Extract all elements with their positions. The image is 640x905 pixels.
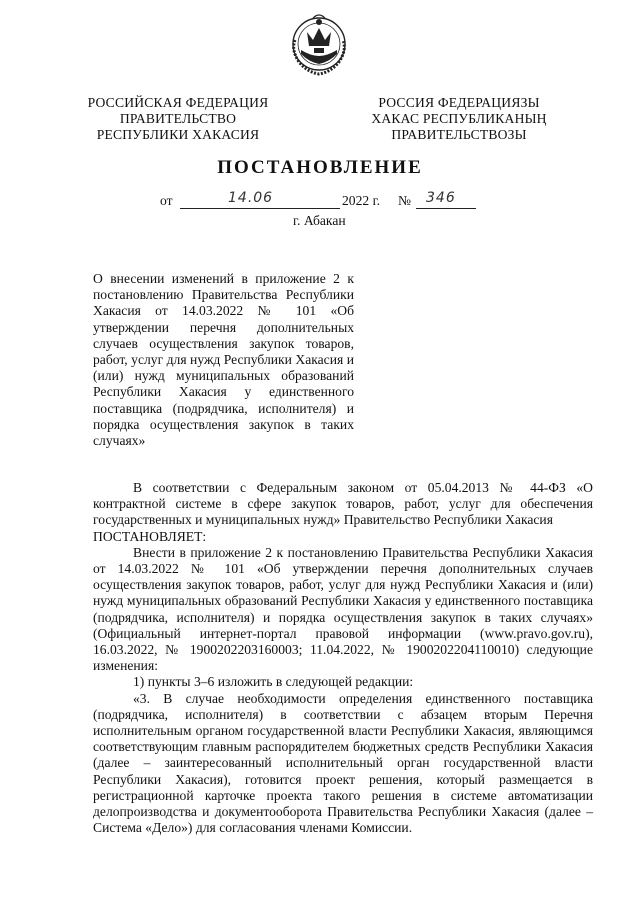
body-paragraph-preamble: В соответствии с Федеральным законом от 05.04.2013 № 44-ФЗ «О контрактной системе в сфере закупок товаров, работ, услуг для обеспечения государственных и муниципальных нужд» Правительство Республики Хакасия	[93, 480, 593, 528]
city-label: г. Абакан	[293, 213, 346, 228]
number-underline	[416, 208, 476, 209]
body-paragraph-amendment: Внести в приложение 2 к постановлению Правительства Республики Хакасия от 14.03.2022 № 101 «Об утверждении перечня дополнительных случаев осуществления закупок товаров, работ, услуг для нужд Республики Хакасия и (или) нужд муниципальных образований Республики Хакасия у единственного поставщика (подрядчика, исполнителя) и порядка осуществления закупок в таких случаях» (Официальный интернет-портал правовой информации (www.pravo.gov.ru), 16.03.2022, № 1900202203160003; 11.04.2022, № 1900202204110010) следующие изменения:	[93, 544, 593, 674]
header-left-line-1: РОССИЙСКАЯ ФЕДЕРАЦИЯ	[87, 95, 269, 110]
handwritten-date: 14.06	[228, 190, 274, 206]
date-prefix: от	[160, 193, 173, 208]
header-right-khakas	[339, 95, 579, 144]
date-underline	[180, 208, 340, 209]
header-right-line-1: РОССИЯ ФЕДЕРАЦИЯЗЫ	[378, 95, 540, 110]
date-number-line	[160, 190, 490, 212]
document-subject: О внесении изменений в приложение 2 к постановлению Правительства Республики Хакасия от 14.03.2022 № 101 «Об утверждении перечня дополнительных случаев осуществления закупок товаров, работ, услуг для нужд Республики Хакасия и (или) нужд муниципальных образований Республики Хакасия у единственного поставщика (подрядчика, исполнителя) и порядка осуществления закупок в таких случаях»	[93, 271, 354, 449]
body-paragraph-item-1: 1) пункты 3–6 изложить в следующей редакции:	[133, 674, 414, 690]
year-label: 2022 г.	[342, 193, 381, 208]
body-paragraph-clause-3: «3. В случае необходимости определения единственного поставщика (подрядчика, исполнителя) в соответствии с абзацем вторым Перечня исполнительным органом государственной власти Республики Хакасия, являющимся соответствующим главным распорядителем бюджетных средств Республики Хакасия (далее – заинтересованный исполнительный орган государственной власти Республики Хакасия), готовится проект решения, который размещается в регистрационной карточке проекта такого решения в системе автоматизации делопроизводства и документооборота Правительства Республики Хакасия (далее – Система «Дело») для согласования членами Комиссии.	[93, 690, 593, 836]
document-title: ПОСТАНОВЛЕНИЕ	[217, 157, 423, 178]
header-left-line-3: РЕСПУБЛИКИ ХАКАСИЯ	[96, 127, 260, 143]
document-body	[93, 480, 593, 836]
header-left-russian	[63, 95, 293, 144]
header-left-line-2: ПРАВИТЕЛЬСТВО	[119, 111, 237, 127]
header-right-line-3: ПРАВИТЕЛЬСТВОЗЫ	[391, 127, 527, 143]
coat-of-arms-emblem	[287, 10, 351, 78]
header-right-line-2: ХАКАС РЕСПУБЛИКАНЫҢ	[371, 111, 547, 127]
body-decree-word: ПОСТАНОВЛЯЕТ:	[93, 528, 207, 544]
handwritten-number: 346	[426, 190, 456, 206]
number-sign: №	[398, 193, 411, 208]
